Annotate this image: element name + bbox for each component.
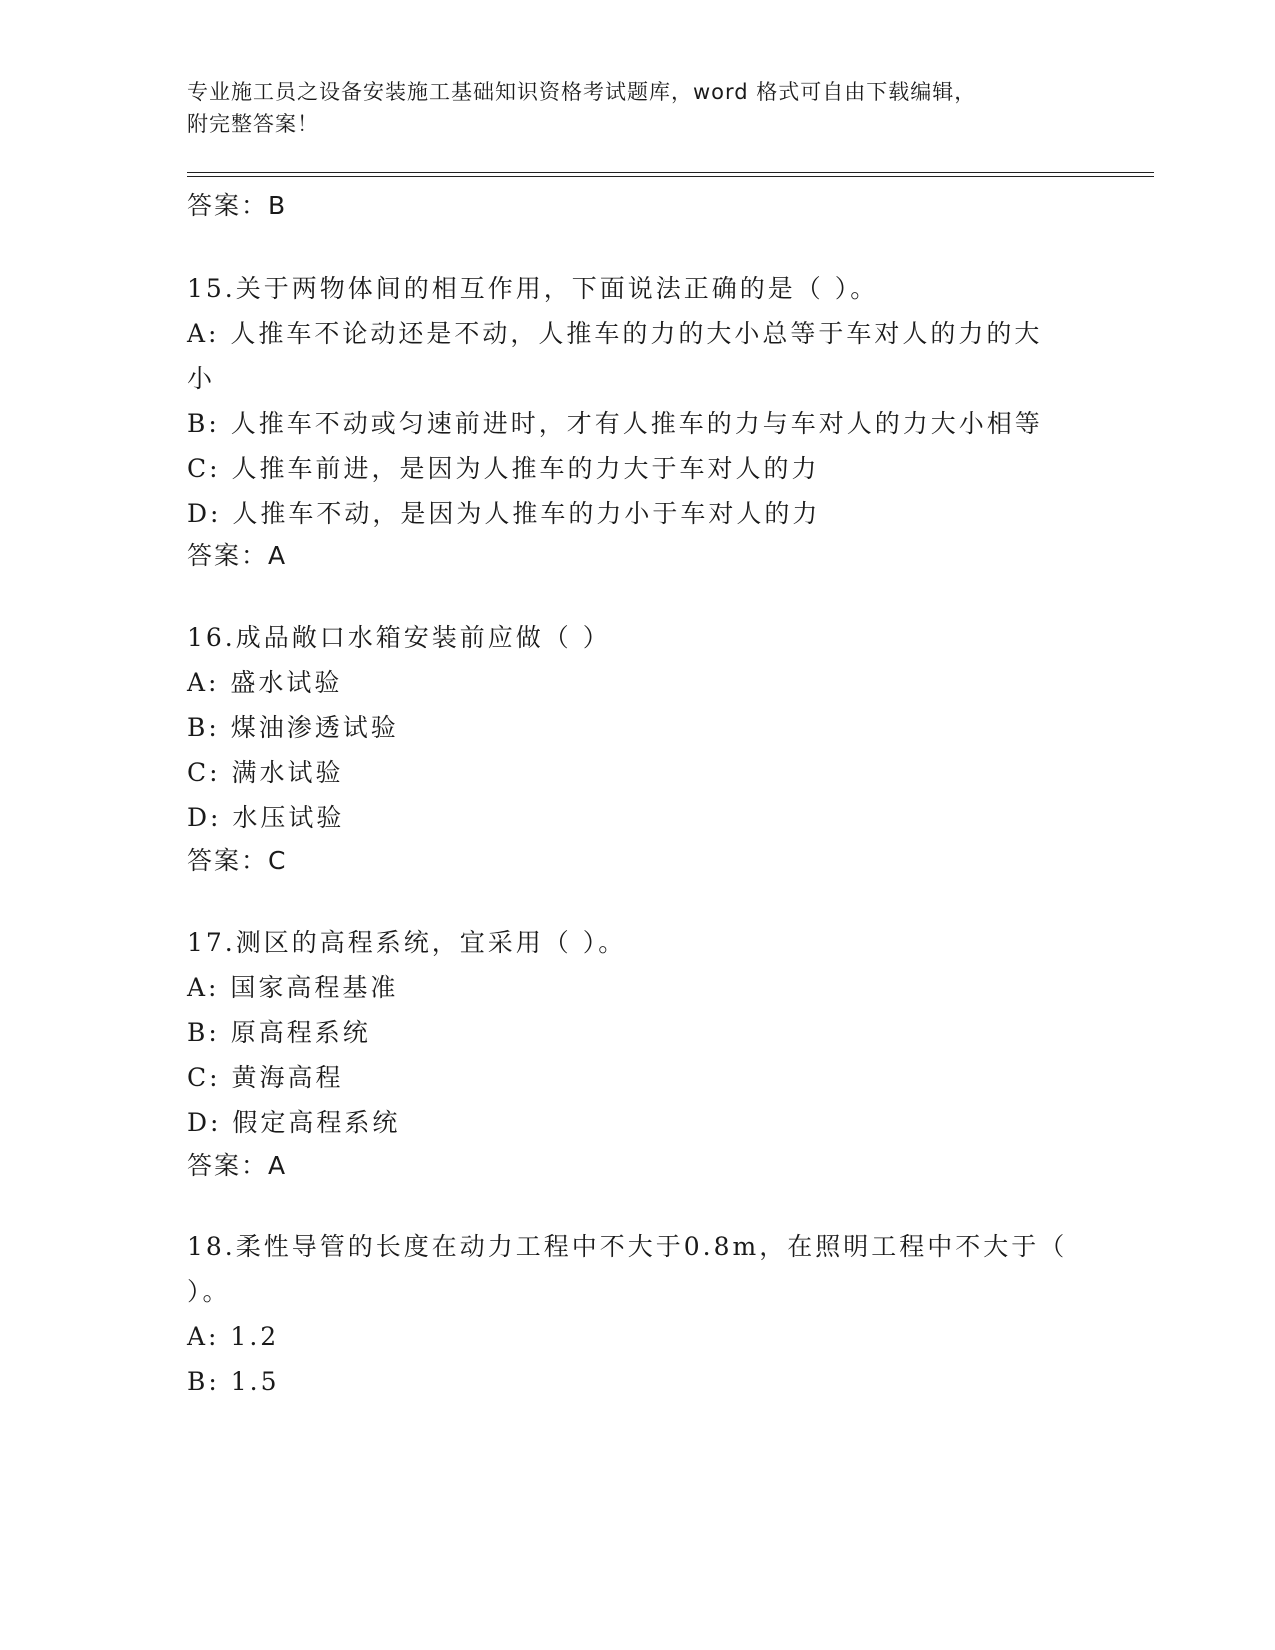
option-a: A: 1.2 (187, 1322, 280, 1351)
option-a: A: 国家高程基准 (187, 973, 399, 1002)
option-a-continued: 小 (187, 364, 216, 393)
answer-label: 答案：B (187, 191, 288, 220)
question-18 (187, 1224, 1087, 1404)
question-15 (187, 266, 1087, 536)
option-d: D: 水压试验 (187, 803, 345, 832)
option-a: A: 盛水试验 (187, 668, 343, 697)
option-b: B: 1.5 (187, 1367, 280, 1396)
option-d: D: 人推车不动，是因为人推车的力小于车对人的力 (187, 499, 821, 528)
option-b: B: 人推车不动或匀速前进时，才有人推车的力与车对人的力大小相等 (187, 409, 1043, 438)
question-16 (187, 615, 1087, 840)
option-b: B: 原高程系统 (187, 1018, 371, 1047)
question-stem-continued: ）。 (187, 1277, 231, 1306)
answer-label: 答案：A (187, 541, 288, 570)
answer-label: 答案：A (187, 1151, 288, 1180)
question-stem: 16.成品敞口水箱安装前应做（ ） (187, 623, 611, 652)
header-line-2: 附完整答案！ (187, 112, 319, 136)
header-divider-bottom (187, 176, 1154, 177)
option-c: C: 满水试验 (187, 758, 344, 787)
question-stem: 18.柔性导管的长度在动力工程中不大于0.8m，在照明工程中不大于（ (187, 1232, 1068, 1261)
option-c: C: 人推车前进，是因为人推车的力大于车对人的力 (187, 454, 820, 483)
header-line-1: 专业施工员之设备安装施工基础知识资格考试题库，word 格式可自由下载编辑， (187, 80, 977, 104)
question-stem: 15.关于两物体间的相互作用，下面说法正确的是（ ）。 (187, 274, 879, 303)
question-stem: 17.测区的高程系统，宜采用（ ）。 (187, 928, 627, 957)
header-divider-top (187, 172, 1154, 173)
document-header (187, 76, 1067, 140)
option-d: D: 假定高程系统 (187, 1108, 401, 1137)
option-b: B: 煤油渗透试验 (187, 713, 399, 742)
answer-label: 答案：C (187, 846, 288, 875)
option-c: C: 黄海高程 (187, 1063, 344, 1092)
question-17 (187, 920, 1087, 1145)
option-a: A: 人推车不论动还是不动，人推车的力的大小总等于车对人的力的大 (187, 319, 1043, 348)
